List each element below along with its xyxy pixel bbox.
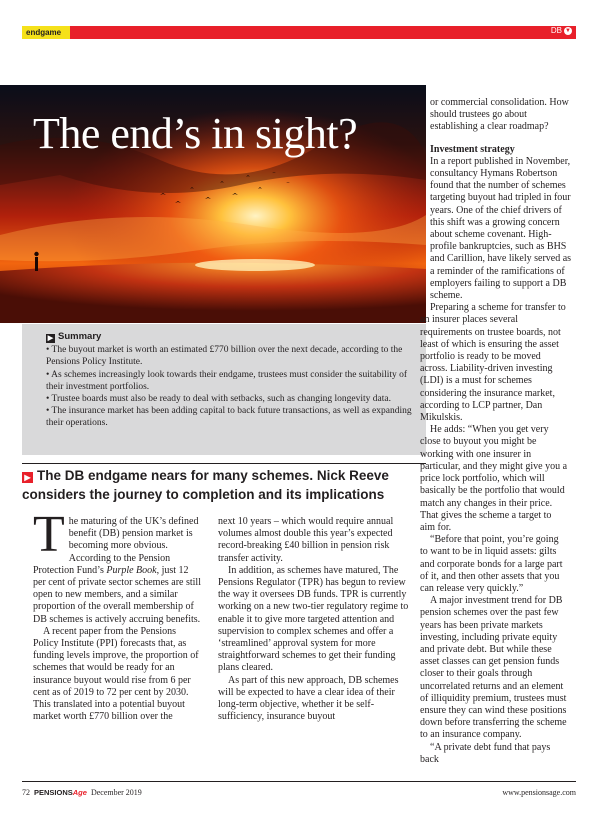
body-column-2 bbox=[218, 516, 412, 723]
summary-point: • Trustee boards must also be ready to deal with setbacks, such as changing longevity data. bbox=[46, 394, 391, 405]
badge-label: DB bbox=[550, 26, 562, 35]
paragraph: The maturing of the UK’s defined benefit (DB) pension market is becoming more obvious. According to the Pension Protection Fund’s Purple Book, just 12 per cent of private sector schemes are still open to new members, and a similar proportion of the overall membership of DB schemes is actively accruing benefits. bbox=[33, 506, 201, 625]
chevron-circle-icon: ▼ bbox=[565, 27, 571, 34]
section-badge bbox=[551, 26, 572, 39]
standfirst: ▶ The DB endgame nears for many schemes. Nick Reeve considers the journey to completion and its implications bbox=[22, 463, 426, 504]
paragraph: “Before that point, you’re going to want to be in liquid assets: gilts and corporate bonds for a large part of it, and then other assets that you can release very quickly.” bbox=[420, 534, 563, 594]
paragraph: In addition, as schemes have matured, The Pensions Regulator (TPR) has begun to review the way it oversees DB funds. TPR is currently working on a new two-tier regulatory regime to enable it to give more targeted attention and supervision to complex schemes and offer a ‘streamlined’ approval system for more straightforward schemes to get their funding plans cleared. bbox=[218, 564, 409, 674]
paragraph: Preparing a scheme for transfer to an insurer places several requirements on trustee boards, not least of which is ensuring the asset portfolio is ready to be moved across. Liability-driven investing (LDI) is a must for schemes considering the insurance market, according to LCP partner, Dan Mikulskis. bbox=[420, 302, 566, 424]
section-tag: endgame bbox=[22, 26, 70, 39]
site-url[interactable]: www.pensionsage.com bbox=[502, 788, 576, 797]
page-number: 72 bbox=[22, 788, 30, 797]
body-column-3 bbox=[420, 97, 572, 766]
summary-point: • As schemes increasingly look towards their endgame, trustees must consider the suitability of their investment portfolios. bbox=[46, 369, 408, 392]
arrow-right-icon: ▶ bbox=[47, 335, 54, 342]
footer-left bbox=[22, 788, 142, 797]
magazine-logo: PENSIONSAge bbox=[34, 788, 87, 797]
paragraph: or commercial consolidation. How should trustees go about establishing a clear roadmap? bbox=[430, 97, 569, 133]
issue-date: December 2019 bbox=[90, 788, 142, 797]
article-headline: The end’s in sight? bbox=[33, 109, 358, 158]
paragraph: A major investment trend for DB pension schemes over the past few years has been private markets investing, including private equity and private debt. But while these asset classes can get pension funds closer to their goals through uncorrelated returns and an element of illiquidity premium, trustees must ensure they can wind these positions down before transferring the scheme to an insurance company. bbox=[420, 595, 567, 741]
summary-point: • The insurance market has been adding capital to back future transactions, as well as expanding their operations. bbox=[46, 406, 412, 429]
paragraph: next 10 years – which would require annual volumes almost double this year’s expected record-breaking £40 billion in pension risk transfer activity. bbox=[218, 516, 394, 564]
paragraph: As part of this new approach, DB schemes will be expected to have a clear idea of their long-term objective, whether it be self-sufficiency, insurance buyout bbox=[218, 674, 399, 723]
summary-box bbox=[22, 324, 426, 455]
paragraph: He adds: “When you get very close to buyout you might be working with one insurer in particular, and they might give you a price lock portfolio, which will basically be the portfolio that would match any changes in their price. That gives the scheme a target to aim for. bbox=[420, 424, 568, 533]
section-bar bbox=[22, 26, 576, 39]
drop-cap: T bbox=[33, 506, 65, 563]
summary-point: • The buyout market is worth an estimated £770 billion over the next decade, according to the Pensions Policy Institute. bbox=[46, 345, 403, 368]
paragraph: In a report published in November, consultancy Hymans Robertson found that the number of schemes targeting buyout had tripled in four years. One of the chief drivers of this shift was a growing concern about scheme covenant. High-profile bankruptcies, such as BHS and Carillion, have likely served as a reminder of the ramifications of employers failing to support a DB scheme. bbox=[430, 155, 572, 302]
body-column-1 bbox=[33, 506, 203, 723]
paragraph: A recent paper from the Pensions Policy Institute (PPI) forecasts that, as funding levels improve, the proportion of schemes that would be ready for an insurance buyout would rise from 6 per cent as of 2019 to 72 per cent by 2030. This translated into a potential buyout market worth £770 billion over the bbox=[33, 625, 199, 723]
arrow-right-icon: ▶ bbox=[22, 472, 33, 483]
subheading: Investment strategy bbox=[430, 143, 515, 155]
summary-heading: ▶ Summary bbox=[47, 331, 102, 342]
paragraph: “A private debt fund that pays back bbox=[420, 741, 551, 765]
page-footer bbox=[22, 781, 576, 797]
